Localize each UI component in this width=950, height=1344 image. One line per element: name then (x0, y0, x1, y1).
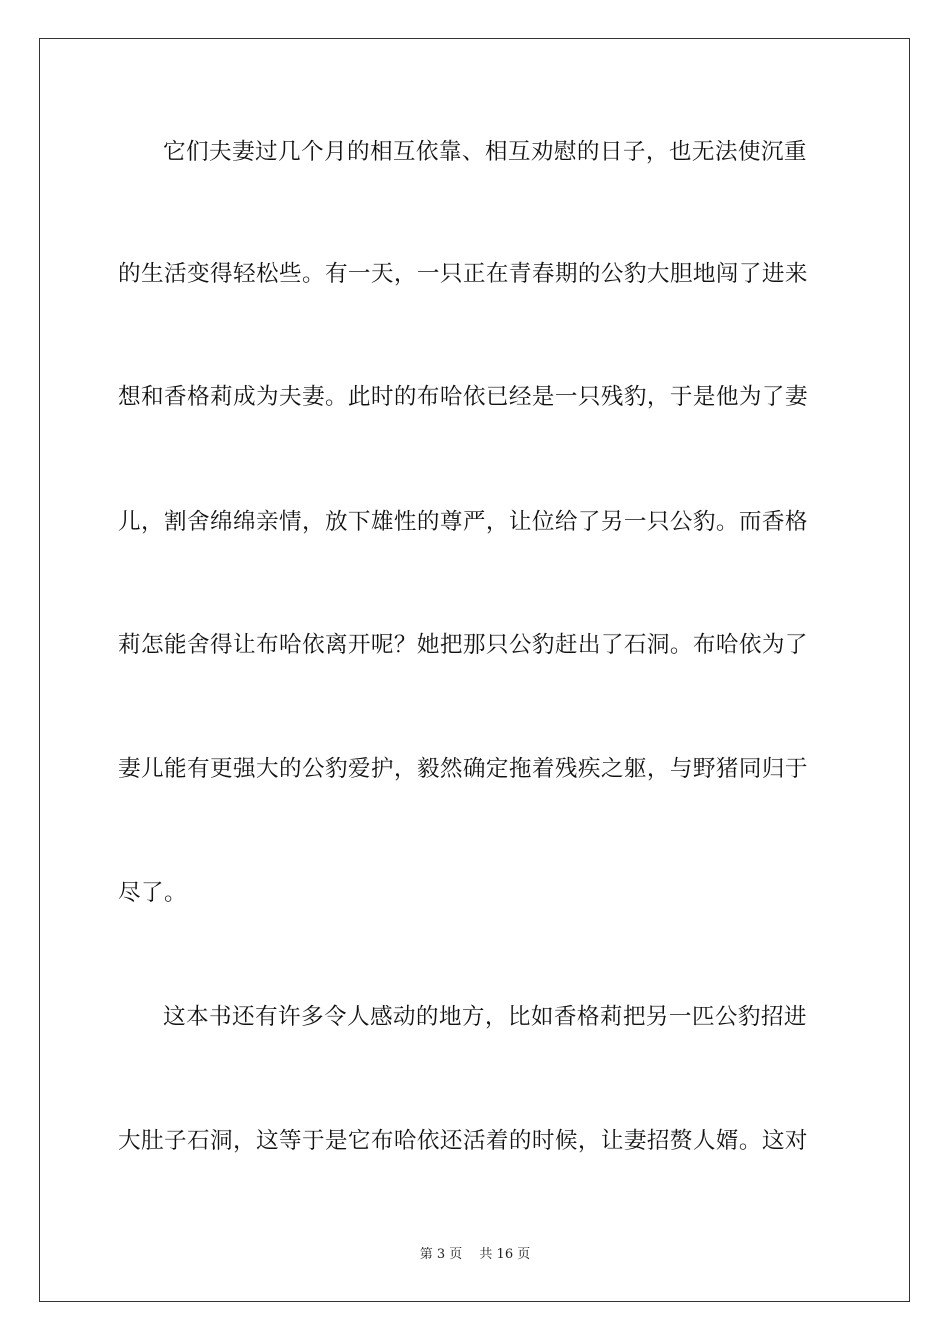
text-line-4: 儿，割舍绵绵亲情，放下雄性的尊严，让位给了另一只公豹。而香格 (118, 509, 808, 535)
page-footer: 第 3 页 共 16 页 (419, 1247, 531, 1262)
text-line-3: 想和香格莉成为夫妻。此时的布哈依已经是一只残豹，于是他为了妻 (118, 384, 808, 410)
page-border (39, 38, 910, 1302)
text-line-7: 尽了。 (118, 880, 187, 906)
text-line-1: 它们夫妻过几个月的相互依靠、相互劝慰的日子，也无法使沉重 (163, 139, 807, 165)
text-line-2: 的生活变得轻松些。有一天，一只正在青春期的公豹大胆地闯了进来 (118, 261, 808, 287)
text-line-5: 莉怎能舍得让布哈依离开呢？她把那只公豹赶出了石洞。布哈依为了 (118, 632, 808, 658)
text-line-6: 妻儿能有更强大的公豹爱护，毅然确定拖着残疾之躯，与野猪同归于 (118, 756, 808, 782)
text-line-8: 这本书还有许多令人感动的地方，比如香格莉把另一匹公豹招进 (163, 1004, 807, 1030)
text-line-9: 大肚子石洞，这等于是它布哈依还活着的时候，让妻招赘人婿。这对 (118, 1128, 808, 1154)
